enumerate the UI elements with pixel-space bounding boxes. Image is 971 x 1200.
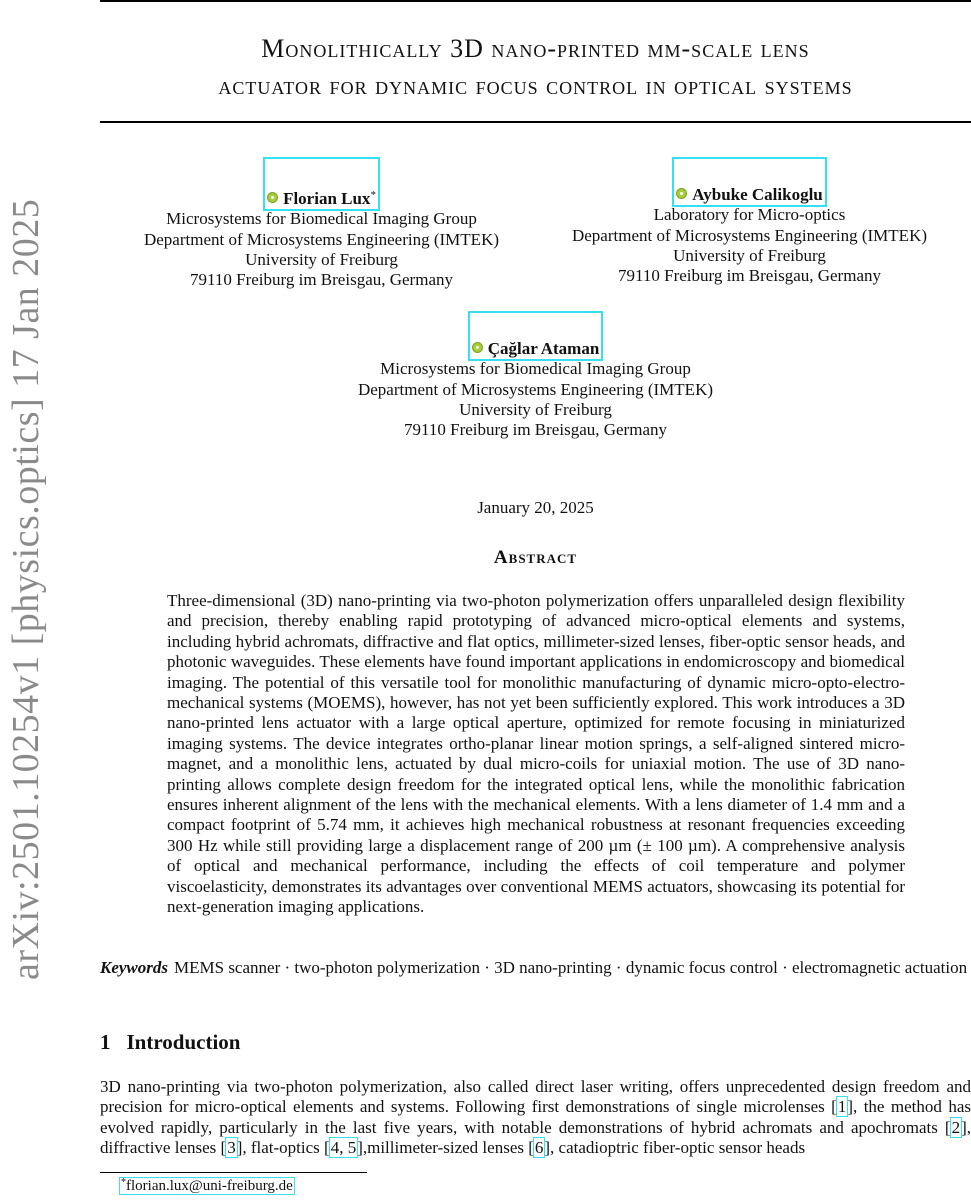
section-number: 1 — [100, 1030, 111, 1054]
keywords-text: MEMS scanner · two-photon polymerization · 3D nano-printing · dynamic focus control · electromagnetic actuation — [174, 958, 968, 977]
affiliation-line: University of Freiburg — [245, 249, 398, 269]
author-name-lux[interactable] — [265, 159, 378, 209]
orcid-icon[interactable] — [267, 192, 278, 203]
author-name-calikoglu[interactable] — [674, 159, 825, 205]
author-name-ataman[interactable] — [470, 313, 602, 359]
publication-date: January 20, 2025 — [477, 498, 594, 517]
citation-link[interactable]: 2 — [951, 1117, 961, 1137]
citation-link[interactable]: 3 — [227, 1138, 236, 1158]
intro-text: ],millimeter-sized lenses [ — [357, 1138, 534, 1158]
affiliation-line: Laboratory for Micro-optics — [653, 205, 846, 225]
affiliation-line: Microsystems for Biomedical Imaging Group — [166, 209, 477, 229]
intro-text: 3D nano-printing via two-photon polymerization, also called direct laser writing, offers unprecedented design freedom and precision for micro-optical elements and systems. Following first demonstrations of single microlenses [ — [100, 1077, 971, 1117]
affiliation-line: 79110 Freiburg im Breisgau, Germany — [618, 266, 881, 286]
title-line-2: actuator for dynamic focus control in optical systems — [218, 71, 853, 100]
affiliation-line: University of Freiburg — [673, 245, 826, 265]
title-top-rule — [100, 0, 971, 2]
author-name-text: Çağlar Ataman — [487, 339, 600, 358]
intro-text: ], flat-optics [ — [236, 1138, 330, 1158]
affiliation-line: Microsystems for Biomedical Imaging Group — [380, 359, 691, 379]
footnote — [120, 1177, 294, 1195]
paper-title — [100, 30, 971, 104]
author-block-ataman — [314, 313, 757, 440]
citation-link[interactable]: 6 — [534, 1138, 544, 1158]
citation-link[interactable]: 1 — [837, 1097, 847, 1117]
affiliation-line: 79110 Freiburg im Breisgau, Germany — [190, 270, 453, 290]
author-block-lux — [100, 159, 543, 290]
footnote-rule — [100, 1172, 367, 1173]
author-block-calikoglu — [528, 159, 971, 286]
keywords — [100, 958, 971, 978]
affiliation-line: 79110 Freiburg im Breisgau, Germany — [404, 420, 667, 440]
arxiv-identifier-stamp: arXiv:2501.10254v1 [physics.optics] 17 Jan 2025 — [5, 198, 47, 980]
orcid-icon[interactable] — [676, 188, 687, 199]
email-text: florian.lux@uni-freiburg.de — [126, 1178, 293, 1194]
section-heading-introduction — [100, 1030, 240, 1055]
affiliation-line: Department of Microsystems Engineering (IMTEK) — [357, 379, 714, 399]
footnote-marker: * — [121, 1177, 126, 1188]
citation-link[interactable]: 4, 5 — [330, 1138, 357, 1158]
affiliation-line: Department of Microsystems Engineering (IMTEK) — [571, 225, 928, 245]
orcid-icon[interactable] — [472, 342, 483, 353]
introduction-paragraph — [100, 1077, 971, 1159]
footnote-email-link[interactable] — [120, 1178, 294, 1194]
title-line-1: Monolithically 3D nano-printed mm-scale lens — [261, 34, 810, 63]
author-name-text: Aybuke Calikoglu — [692, 185, 823, 204]
abstract-text: Three-dimensional (3D) nano-printing via two-photon polymerization offers unparalleled design flexibility and precision, thereby enabling rapid prototyping of advanced micro-optical elements and systems, including hybrid achromats, diffractive and flat optics, millimeter-sized lenses, fiber-optic sensor heads, and photonic waveguides. These elements have found important applications in endomicroscopy and biomedical imaging. The potential of this versatile tool for monolithic manufacturing of dynamic micro-opto-electro-mechanical systems (MOEMS), however, has not yet been sufficiently explored. This work introduces a 3D nano-printed lens actuator with a large optical aperture, optimized for remote focusing in miniaturized imaging systems. The device integrates ortho-planar linear motion springs, a self-aligned sintered micro-magnet, and a monolithic lens, actuated by dual micro-coils for uniaxial motion. The use of 3D nano-printing allows complete design freedom for the integrated optical lens, while the monolithic fabrication ensures inherent alignment of the lens with the mechanical elements. With a lens diameter of 1.4 mm and a compact footprint of 5.74 mm, it achieves high mechanical robustness at resonant frequencies exceeding 300 Hz while still providing large a displacement range of 200 µm (± 100 µm). A comprehensive analysis of optical and mechanical performance, including the effects of coil temperature and polymer viscoelasticity, demonstrates its advantages over conventional MEMS actuators, showcasing its potential for next-generation imaging applications. — [167, 591, 905, 917]
keywords-label: Keywords — [100, 958, 168, 977]
corresponding-author-marker: * — [370, 189, 376, 201]
section-title-text: Introduction — [126, 1030, 241, 1054]
intro-text: ], catadioptric fiber-optic sensor heads — [544, 1138, 806, 1158]
author-name-text: Florian Lux — [283, 189, 371, 208]
affiliation-line: University of Freiburg — [459, 399, 612, 419]
intro-text: ], diffractive lenses [ — [100, 1117, 971, 1158]
affiliation-line: Department of Microsystems Engineering (IMTEK) — [143, 229, 500, 249]
title-bottom-rule — [100, 121, 971, 123]
abstract-heading: Abstract — [493, 547, 578, 568]
intro-text: ], the method has evolved rapidly, particularly in the last five years, with notable demonstrations of hybrid achromats and apochromats [ — [100, 1097, 971, 1137]
